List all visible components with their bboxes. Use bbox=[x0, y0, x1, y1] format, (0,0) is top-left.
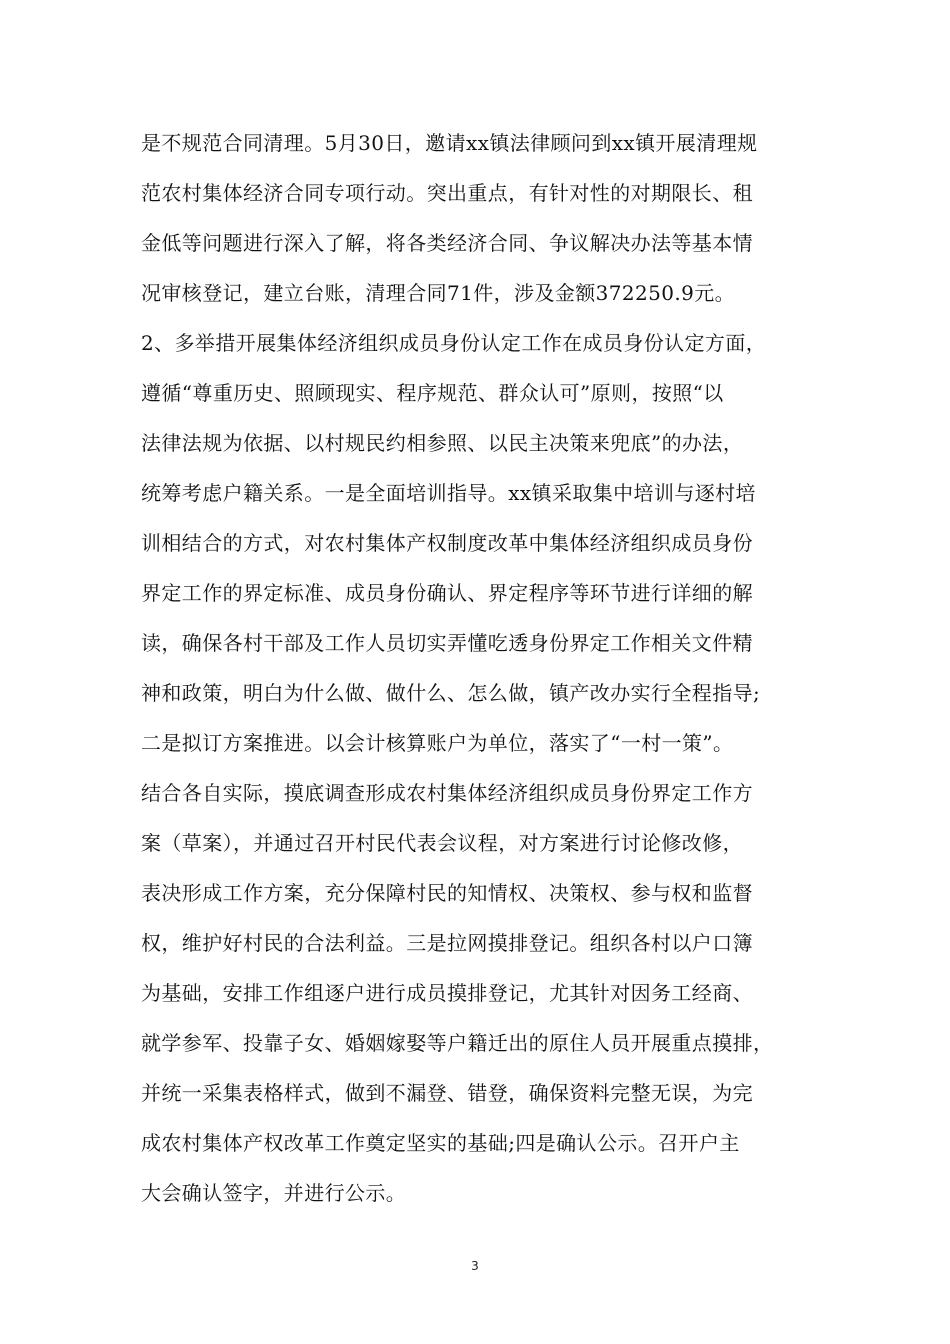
text-line: 为基础，安排工作组逐户进行成员摸排登记，尤其针对因务工经商、 bbox=[141, 981, 753, 1005]
text-line: 2、多举措开展集体经济组织成员身份认定工作在成员身份认定方面， bbox=[141, 331, 767, 355]
text-line: 法律法规为依据、以村规民约相参照、以民主决策来兜底”的办法， bbox=[141, 431, 744, 455]
text-line: 统筹考虑户籍关系。一是全面培训指导。xx镇采取集中培训与逐村培 bbox=[141, 481, 756, 505]
text-line: 并统一采集表格样式，做到不漏登、错登，确保资料完整无误，为完 bbox=[141, 1081, 753, 1105]
text-line: 就学参军、投靠子女、婚姻嫁娶等户籍迁出的原住人员开展重点摸排， bbox=[141, 1031, 774, 1055]
text-line: 成农村集体产权改革工作奠定坚实的基础;四是确认公示。召开户主 bbox=[141, 1131, 740, 1155]
page-number: 3 bbox=[471, 1259, 479, 1273]
text-line: 读，确保各村干部及工作人员切实弄懂吃透身份界定工作相关文件精 bbox=[141, 631, 753, 655]
text-line: 范农村集体经济合同专项行动。突出重点，有针对性的对期限长、租 bbox=[141, 181, 753, 205]
text-line: 表决形成工作方案，充分保障村民的知情权、决策权、参与权和监督 bbox=[141, 881, 753, 905]
text-line: 神和政策，明白为什么做、做什么、怎么做，镇产改办实行全程指导; bbox=[141, 681, 761, 705]
text-line: 训相结合的方式，对农村集体产权制度改革中集体经济组织成员身份 bbox=[141, 531, 753, 555]
text-line: 权，维护好村民的合法利益。三是拉网摸排登记。组织各村以户口簿 bbox=[141, 931, 753, 955]
text-line: 界定工作的界定标准、成员身份确认、界定程序等环节进行详细的解 bbox=[141, 581, 753, 605]
text-line: 金低等问题进行深入了解，将各类经济合同、争议解决办法等基本情 bbox=[141, 231, 753, 255]
text-line: 案（草案），并通过召开村民代表会议程，对方案进行讨论修改修， bbox=[141, 831, 743, 855]
text-line: 二是拟订方案推进。以会计核算账户为单位，落实了“一村一策”。 bbox=[141, 731, 734, 755]
text-line: 况审核登记，建立台账，清理合同71件，涉及金额372250.9元。 bbox=[141, 281, 736, 305]
text-line: 遵循“尊重历史、照顾现实、程序规范、群众认可”原则，按照“以 bbox=[141, 381, 724, 405]
body-text bbox=[141, 118, 821, 1218]
text-line: 结合各自实际，摸底调查形成农村集体经济组织成员身份界定工作方 bbox=[141, 781, 753, 805]
text-line: 大会确认签字，并进行公示。 bbox=[141, 1181, 407, 1205]
text-line: 是不规范合同清理。5月30日，邀请xx镇法律顾问到xx镇开展清理规 bbox=[141, 131, 758, 155]
